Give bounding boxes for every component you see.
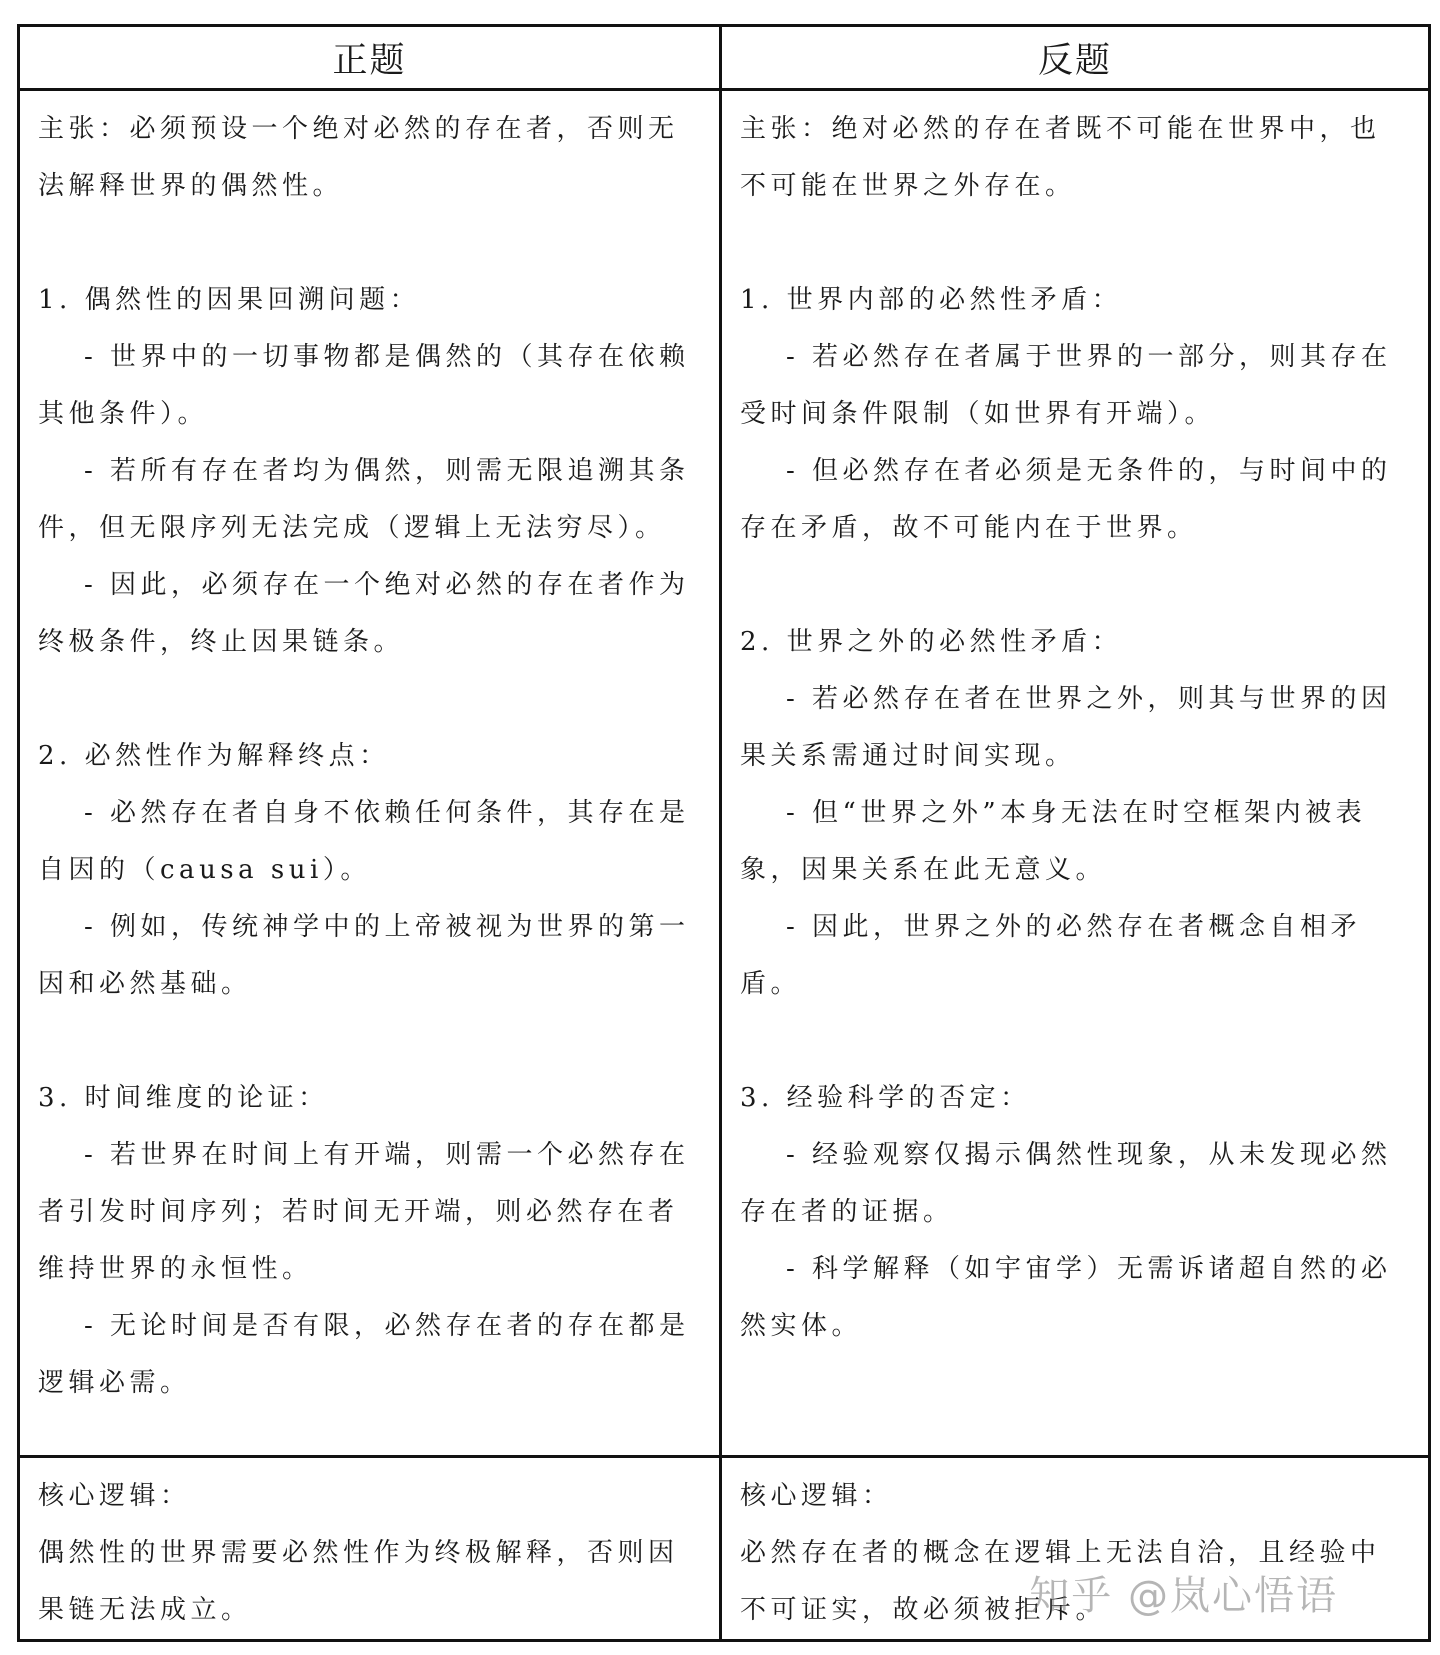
- header-row: [19, 26, 1430, 90]
- antithesis-point: - 但“世界之外”本身无法在时空框架内被表象，因果关系在此无意义。: [740, 798, 1367, 885]
- thesis-point: - 若所有存在者均为偶然，则需无限追溯其条件，但无限序列无法完成（逻辑上无法穷尽）。: [38, 456, 690, 543]
- thesis-section-title: 3. 时间维度的论证：: [38, 1083, 329, 1113]
- thesis-core-logic: 偶然性的世界需要必然性作为终极解释，否则因果链无法成立。: [38, 1538, 679, 1625]
- thesis-point: - 因此，必须存在一个绝对必然的存在者作为终极条件，终止因果链条。: [38, 570, 690, 657]
- watermark: 知乎 @岚心悟语: [1029, 1573, 1338, 1619]
- antithesis-section-title: 1. 世界内部的必然性矛盾：: [740, 285, 1123, 315]
- antithesis-header: 反题: [721, 26, 1430, 90]
- antithesis-claim: 主张：绝对必然的存在者既不可能在世界中，也不可能在世界之外存在。: [740, 114, 1381, 201]
- thesis-point: - 无论时间是否有限，必然存在者的存在都是逻辑必需。: [38, 1311, 690, 1398]
- antithesis-core-logic-label: 核心逻辑：: [740, 1481, 893, 1511]
- thesis-header: 正题: [19, 26, 721, 90]
- thesis-point: - 世界中的一切事物都是偶然的（其存在依赖其他条件）。: [38, 342, 690, 429]
- thesis-point: - 若世界在时间上有开端，则需一个必然存在者引发时间序列；若时间无开端，则必然存在者维持世界的永恒性。: [38, 1140, 690, 1284]
- antithesis-core-logic: 必然存在者的概念在逻辑上无法自洽，且经验中不可证实，故必须被拒斥。: [740, 1538, 1381, 1625]
- thesis-core-logic-label: 核心逻辑：: [38, 1481, 191, 1511]
- thesis-claim: 主张：必须预设一个绝对必然的存在者，否则无法解释世界的偶然性。: [38, 114, 679, 201]
- antithesis-section-title: 2. 世界之外的必然性矛盾：: [740, 627, 1123, 657]
- antithesis-point: - 因此，世界之外的必然存在者概念自相矛盾。: [740, 912, 1362, 999]
- antithesis-point: - 若必然存在者在世界之外，则其与世界的因果关系需通过时间实现。: [740, 684, 1392, 771]
- argument-row: [19, 90, 1430, 1457]
- thesis-point: - 必然存在者自身不依赖任何条件，其存在是自因的（causa sui）。: [38, 798, 690, 885]
- thesis-section-title: 1. 偶然性的因果回溯问题：: [38, 285, 421, 315]
- core-logic-row: [19, 1457, 1430, 1641]
- antithesis-core-logic-cell: [721, 1457, 1430, 1641]
- thesis-body-cell: [19, 90, 721, 1457]
- antithesis-point: - 经验观察仅揭示偶然性现象，从未发现必然存在者的证据。: [740, 1140, 1392, 1227]
- antithesis-point: - 但必然存在者必须是无条件的，与时间中的存在矛盾，故不可能内在于世界。: [740, 456, 1392, 543]
- thesis-section-title: 2. 必然性作为解释终点：: [38, 741, 390, 771]
- antithesis-point: - 科学解释（如宇宙学）无需诉诸超自然的必然实体。: [740, 1254, 1392, 1341]
- thesis-core-logic-cell: [19, 1457, 721, 1641]
- antithesis-section-title: 3. 经验科学的否定：: [740, 1083, 1031, 1113]
- thesis-antithesis-table: [17, 24, 1431, 1642]
- antithesis-point: - 若必然存在者属于世界的一部分，则其存在受时间条件限制（如世界有开端）。: [740, 342, 1392, 429]
- antithesis-body-cell: [721, 90, 1430, 1457]
- thesis-point: - 例如，传统神学中的上帝被视为世界的第一因和必然基础。: [38, 912, 690, 999]
